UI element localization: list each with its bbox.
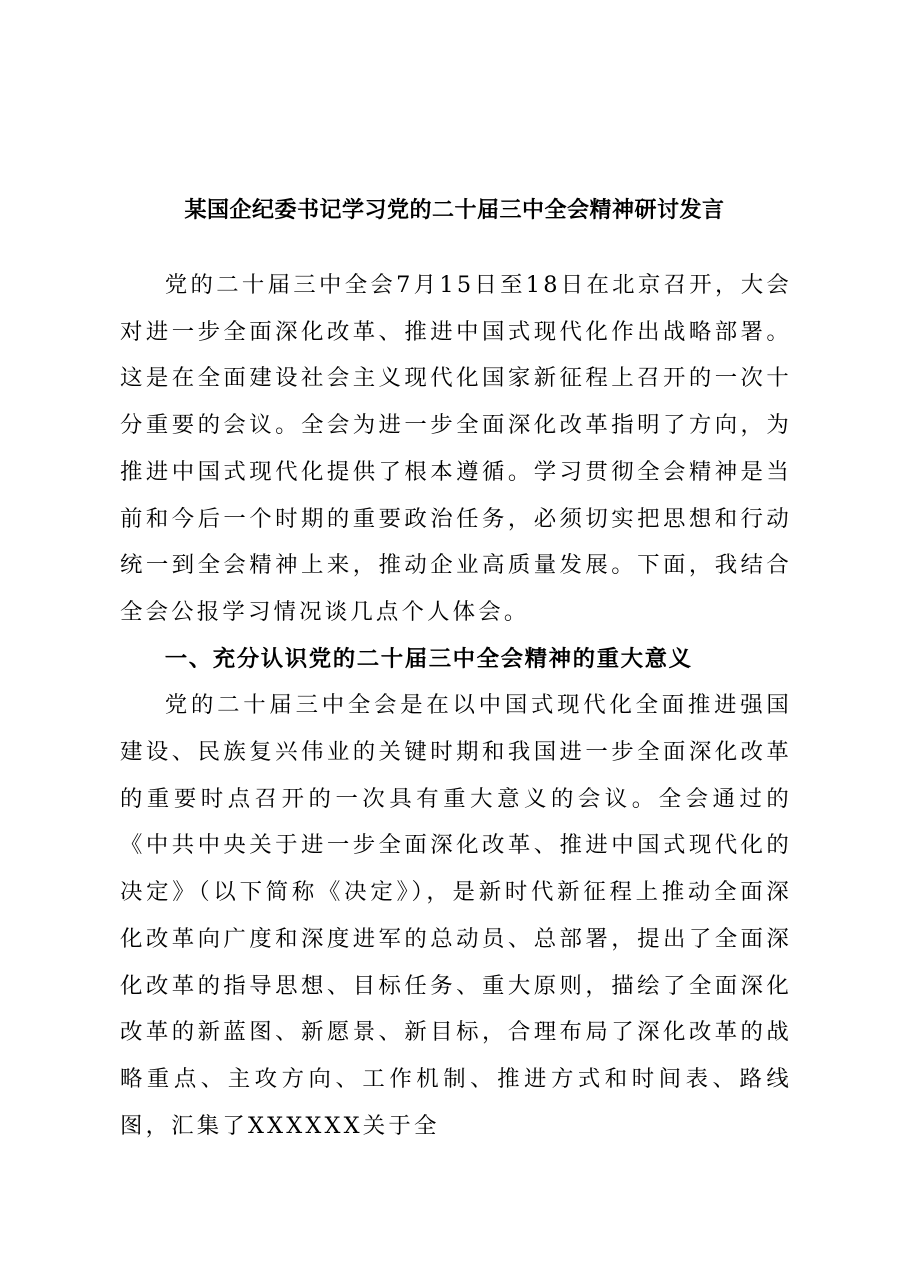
document-body [120, 262, 792, 1149]
section-heading-1: 一、充分认识党的二十届三中全会精神的重大意义 [164, 645, 693, 672]
paragraph-significance: 党的二十届三中全会是在以中国式现代化全面推进强国建设、民族复兴伟业的关键时期和我国进一步全面深化改革的重要时点召开的一次具有重大意义的会议。全会通过的《中共中央关于进一步全面深化改革、推进中国式现代化的决定》（以下简称《决定》），是新时代新征程上推动全面深化改革向广度和深度进军的总动员、总部署，提出了全面深化改革的指导思想、目标任务、重大原则，描绘了全面深化改革的新蓝图、新愿景、新目标，合理布局了深化改革的战略重点、主攻方向、工作机制、推进方式和时间表、路线图，汇集了XXXXXX关于全 [120, 692, 792, 1139]
paragraph-intro: 党的二十届三中全会7月15日至18日在北京召开，大会对进一步全面深化改革、推进中国式现代化作出战略部署。这是在全面建设社会主义现代化国家新征程上召开的一次十分重要的会议。全会为进一步全面深化改革指明了方向，为推进中国式现代化提供了根本遵循。学习贯彻全会精神是当前和今后一个时期的重要政治任务，必须切实把思想和行动统一到全会精神上来，推动企业高质量发展。下面，我结合全会公报学习情况谈几点个人体会。 [120, 272, 792, 625]
document-title: 某国企纪委书记学习党的二十届三中全会精神研讨发言 [184, 197, 725, 223]
